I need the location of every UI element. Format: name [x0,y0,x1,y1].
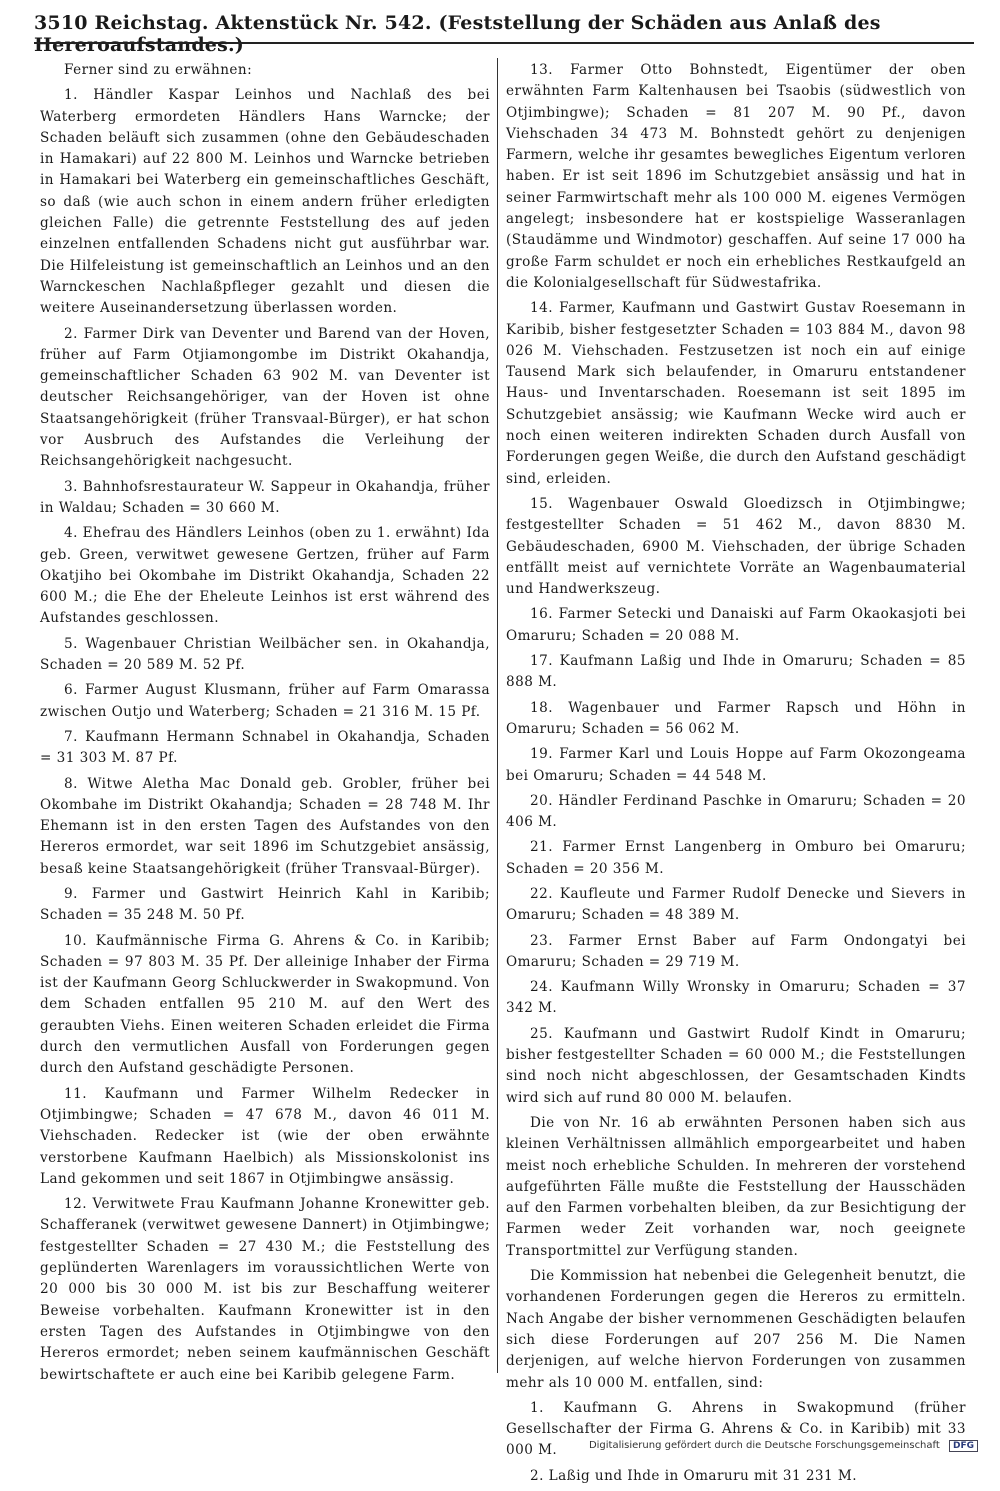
paragraph: 1. Kaufmann G. Ahrens in Swakopmund (früher Gesellschafter der Firma G. Ahrens & Co. in Karibib) mit 33 000 M. [506,1399,966,1459]
paragraph: Ferner sind zu erwähnen: [64,62,253,78]
paragraph: 16. Farmer Setecki und Danaiski auf Farm Okaokasjoti bei Omaruru; Schaden = 20 088 M. [506,606,966,644]
paragraph: 5. Wagenbauer Christian Weilbächer sen. in Okahandja, Schaden = 20 589 M. 52 Pf. [40,635,490,674]
paragraph: 7. Kaufmann Hermann Schnabel in Okahandja, Schaden = 31 303 M. 87 Pf. [40,728,490,767]
paragraph: 15. Wagenbauer Oswald Gloedizsch in Otjimbingwe; festgestellter Schaden = 51 462 M., davon 8830 M. Gebäudeschaden, 6900 M. Viehschaden, der übrige Schaden entfällt meist auf vernichtete Vorräte an Wagenbaumaterial und Handwerkszeug. [506,495,966,598]
digitization-footer [589,1440,978,1452]
paragraph: 11. Kaufmann und Farmer Wilhelm Redecker in Otjimbingwe; Schaden = 47 678 M., davon 46 011 M. Viehschaden. Redecker ist (wie der oben erwähnte verstorbene Kaufmann Haelbich) als Missionskolonist ins Land gekommen und seit 1867 in Otjimbingwe ansässig. [40,1085,490,1187]
paragraph: 1. Händler Kaspar Leinhos und Nachlaß des bei Waterberg ermordeten Händlers Hans Warncke; der Schaden beläuft sich zusammen (ohne den Gebäudeschaden in Hamakari) auf 22 800 M. Leinhos und Warncke betrieben in Hamakari bei Waterberg ein gemeinschaftliches Geschäft, so daß (wie auch schon in einem andern früher erledigten gleichen Falle) die getrennte Feststellung des auf jeden einzelnen entfallenden Schadens nicht gut ausführbar war. Die Hilfeleistung ist gemeinschaftlich an Leinhos und an den Warnckeschen Nachlaßpfleger gezahlt und diesen die weitere Auseinandersetzung überlassen worden. [40,87,490,317]
paragraph: 10. Kaufmännische Firma G. Ahrens & Co. in Karibib; Schaden = 97 803 M. 35 Pf. Der alleinige Inhaber der Firma ist der Kaufmann Georg Schluckwerder in Swakopmund. Von dem Schaden entfallen 95 210 M. auf den Wert des geraubten Viehs. Einen weiteren Schaden erleidet die Firma durch den vermutlichen Ausfall von Forderungen gegen durch den Aufstand geschädigte Personen. [40,932,490,1077]
right-column [506,60,966,1491]
paragraph: 14. Farmer, Kaufmann und Gastwirt Gustav Roesemann in Karibib, bisher festgesetzter Schaden = 103 884 M., davon 98 026 M. Viehschaden. Festzusetzen ist noch ein auf einige Tausend Mark sich belaufender, in Omaruru entstandener Haus- und Inventarschaden. Roesemann ist seit 1895 im Schutzgebiet ansässig; wie Kaufmann Wecke wird auch er noch einen weiteren indirekten Schaden durch Ausfall von Forderungen gegen Weiße, die durch den Aufstand geschädigt sind, erleiden. [506,300,966,487]
header-rule [34,42,974,44]
column-divider [497,58,498,1373]
paragraph: Die von Nr. 16 ab erwähnten Personen haben sich aus kleinen Verhältnissen allmählich emporgearbeitet und haben meist noch erhebliche Schulden. In mehreren der vorstehend aufgeführten Fälle mußte die Feststellung der Hausschäden auf den Farmen vorbehalten bleiben, da zur Besichtigung der Farmen weder Zeit vorhanden war, noch geeignete Transportmittel zur Verfügung standen. [506,1114,966,1259]
paragraph: 20. Händler Ferdinand Paschke in Omaruru; Schaden = 20 406 M. [506,792,966,831]
paragraph: 23. Farmer Ernst Baber auf Farm Ondongatyi bei Omaruru; Schaden = 29 719 M. [506,932,966,970]
paragraph: 25. Kaufmann und Gastwirt Rudolf Kindt in Omaruru; bisher festgestellter Schaden = 60 000 M.; die Feststellungen sind noch nicht abgeschlossen, der Gesamtschaden Kindts wird sich auf rund 80 000 M. belaufen. [506,1025,966,1106]
page-header [34,12,974,56]
paragraph: 2. Farmer Dirk van Deventer und Barend van der Hoven, früher auf Farm Otjiamongombe im Distrikt Okahandja, gemeinschaftlicher Schaden 63 902 M. van Deventer ist deutscher Reichsangehöriger, van der Hoven ist ohne Staatsangehörigkeit (früher Transvaal-Bürger), er hat schon vor Ausbruch des Aufstandes die Verleihung der Reichsangehörigkeit nachgesucht. [40,325,490,470]
paragraph: 18. Wagenbauer und Farmer Rapsch und Höhn in Omaruru; Schaden = 56 062 M. [506,699,966,737]
paragraph: 17. Kaufmann Laßig und Ihde in Omaruru; Schaden = 85 888 M. [506,653,966,691]
paragraph: 8. Witwe Aletha Mac Donald geb. Grobler, früher bei Okombahe im Distrikt Okahandja; Schaden = 28 748 M. Ihr Ehemann ist in den ersten Tagen des Aufstandes von den Hereros ermordet, war seit 1896 im Schutzgebiet ansässig, besaß keine Staatsangehörigkeit (früher Transvaal-Bürger). [40,775,490,877]
paragraph: 9. Farmer und Gastwirt Heinrich Kahl in Karibib; Schaden = 35 248 M. 50 Pf. [40,885,490,924]
paragraph: Die Kommission hat nebenbei die Gelegenheit benutzt, die vorhandenen Forderungen gegen die Hereros zu ermitteln. Nach Angabe der bisher vernommenen Geschädigten belaufen sich diese Forderungen auf 207 256 M. Die Namen derjenigen, auf welche hiervon Forderungen von zusammen mehr als 10 000 M. entfallen, sind: [506,1268,966,1391]
paragraph: 19. Farmer Karl und Louis Hoppe auf Farm Okozongeama bei Omaruru; Schaden = 44 548 M. [506,746,966,784]
paragraph: 21. Farmer Ernst Langenberg in Omburo bei Omaruru; Schaden = 20 356 M. [506,839,966,877]
paragraph: 24. Kaufmann Willy Wronsky in Omaruru; Schaden = 37 342 M. [506,979,966,1017]
left-column [40,60,490,1390]
footer-text: Digitalisierung gefördert durch die Deutsche Forschungsgemeinschaft [588,1440,940,1451]
paragraph: 2. Laßig und Ihde in Omaruru mit 31 231 M. [530,1467,858,1484]
page-header-text: 3510 Reichstag. Aktenstück Nr. 542. (Feststellung der Schäden aus Anlaß des Hereroaufstandes.) [34,12,881,56]
paragraph: 4. Ehefrau des Händlers Leinhos (oben zu 1. erwähnt) Ida geb. Green, verwitwet gewesene Gertzen, früher auf Farm Okatjiho bei Okombahe im Distrikt Okahandja, Schaden 22 600 M.; die Ehe der Eheleute Leinhos ist erst während des Aufstandes geschlossen. [40,525,490,627]
paragraph: 6. Farmer August Klusmann, früher auf Farm Omarassa zwischen Outjo und Waterberg; Schaden = 21 316 M. 15 Pf. [40,682,490,720]
paragraph: 13. Farmer Otto Bohnstedt, Eigentümer der oben erwähnten Farm Kaltenhausen bei Tsaobis (südwestlich von Otjimbingwe); Schaden = 81 207 M. 90 Pf., davon Viehschaden 34 473 M. Bohnstedt gehört zu denjenigen Farmern, welche ihr gesamtes bewegliches Eigentum verloren haben. Er ist seit 1896 im Schutzgebiet ansässig und hat in seiner Farmwirtschaft mehr als 100 000 M. eigenes Vermögen angelegt; insbesondere hat er kostspielige Wasseranlagen (Staudämme und Windmotor) geschaffen. Auf seine 17 000 ha große Farm schuldet er noch ein erhebliches Restkaufgeld an die Kolonialgesellschaft für Südwestafrika. [506,62,966,291]
dfg-logo: DFG [949,1440,978,1452]
paragraph: 12. Verwitwete Frau Kaufmann Johanne Kronewitter geb. Schafferanek (verwitwet gewesene Dannert) in Otjimbingwe; festgestellter Schaden = 27 430 M.; die Feststellung des geplünderten Warenlagers im voraussichtlichen Werte von 20 000 bis 30 000 M. ist bis zur Beschaffung weiterer Beweise vorbehalten. Kaufmann Kronewitter ist in den ersten Tagen des Aufstandes in Otjimbingwe von den Hereros ermordet; neben seinem kaufmännischen Geschäft bewirtschaftete er auch eine bei Karibib gelegene Farm. [40,1196,490,1383]
paragraph: 22. Kaufleute und Farmer Rudolf Denecke und Sievers in Omaruru; Schaden = 48 389 M. [506,885,966,924]
paragraph: 3. Bahnhofsrestaurateur W. Sappeur in Okahandja, früher in Waldau; Schaden = 30 660 M. [40,478,490,516]
